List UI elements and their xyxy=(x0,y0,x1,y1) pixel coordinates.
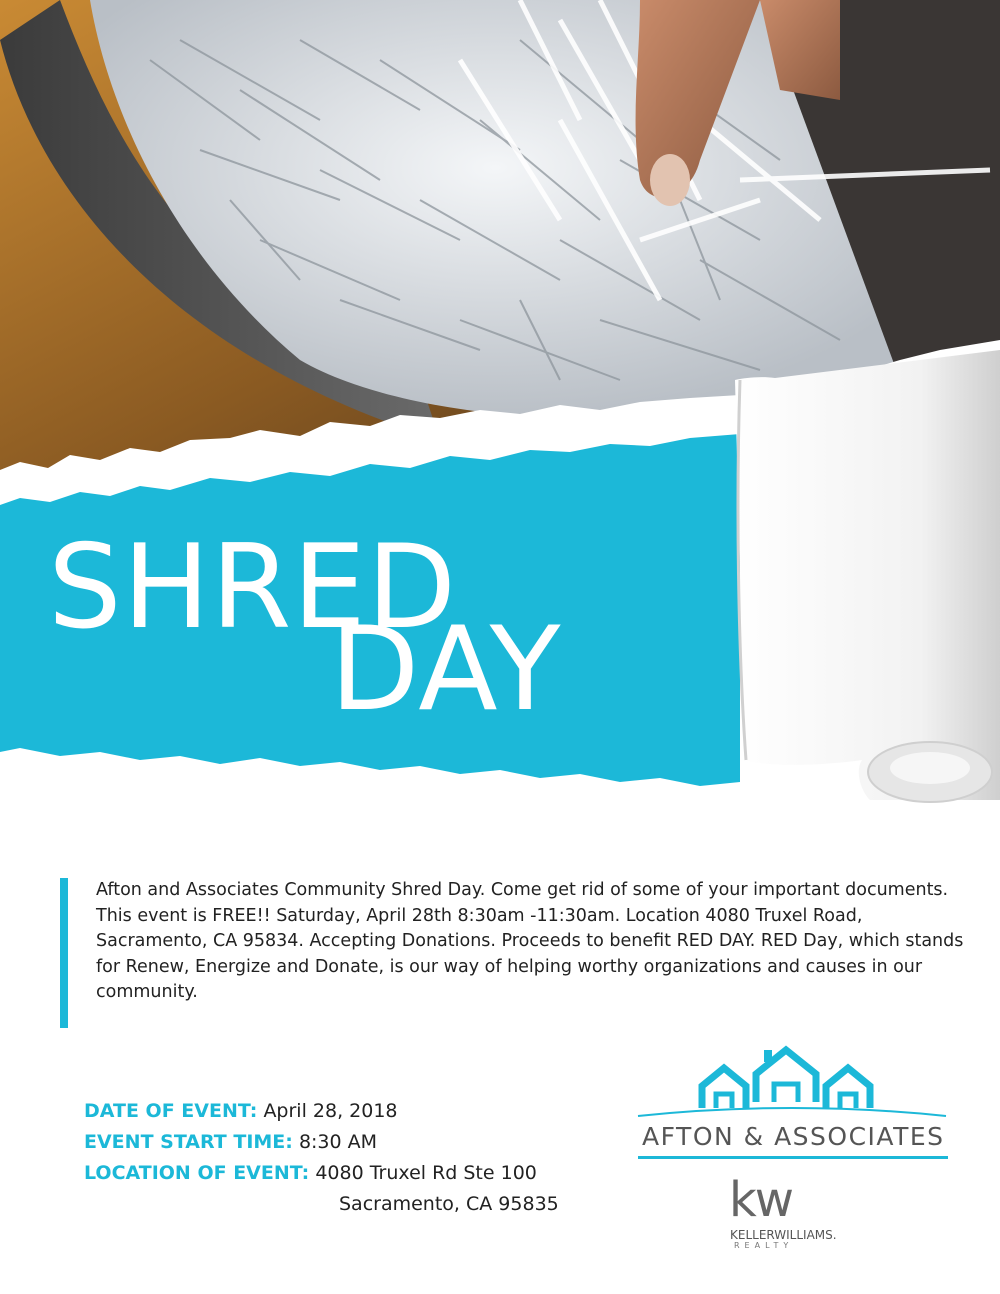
event-description: Afton and Associates Community Shred Day. Come get rid of some of your important documents. This event is FREE!! Saturday, April 28th 8:30am -11:30am. Location 4080 Truxel Road, Sacramento, CA 95834. Accepting Donations. Proceeds to benefit RED DAY. RED Day, which stands for Renew, Energize and Donate, is our way of helping worthy organizations and causes in our community. xyxy=(96,880,964,1002)
afton-company-name: AFTON & ASSOCIATES xyxy=(642,1122,945,1151)
time-label: EVENT START TIME: xyxy=(84,1131,293,1153)
location-label: LOCATION OF EVENT: xyxy=(84,1162,310,1184)
title-day: DAY xyxy=(330,602,562,737)
date-label: DATE OF EVENT: xyxy=(84,1100,258,1122)
location-row xyxy=(84,1158,559,1189)
title-shred: SHRED xyxy=(48,520,458,655)
three-houses-icon xyxy=(636,1040,948,1120)
time-row xyxy=(84,1127,559,1158)
date-value: April 28, 2018 xyxy=(263,1100,398,1122)
keller-williams-name: KELLERWILLIAMS. xyxy=(730,1228,837,1242)
time-value: 8:30 AM xyxy=(298,1131,378,1153)
date-row xyxy=(84,1096,559,1127)
afton-logo xyxy=(636,1040,948,1120)
location-line1: 4080 Truxel Rd Ste 100 xyxy=(315,1162,537,1184)
event-details xyxy=(84,1096,559,1220)
description-accent-bar xyxy=(60,878,68,1028)
keller-williams-kw-mark: kw xyxy=(729,1172,793,1228)
location-row-2 xyxy=(84,1189,559,1220)
keller-williams-realty: REALTY xyxy=(734,1241,794,1250)
afton-underline xyxy=(638,1156,948,1159)
location-line2: Sacramento, CA 95835 xyxy=(339,1193,559,1215)
